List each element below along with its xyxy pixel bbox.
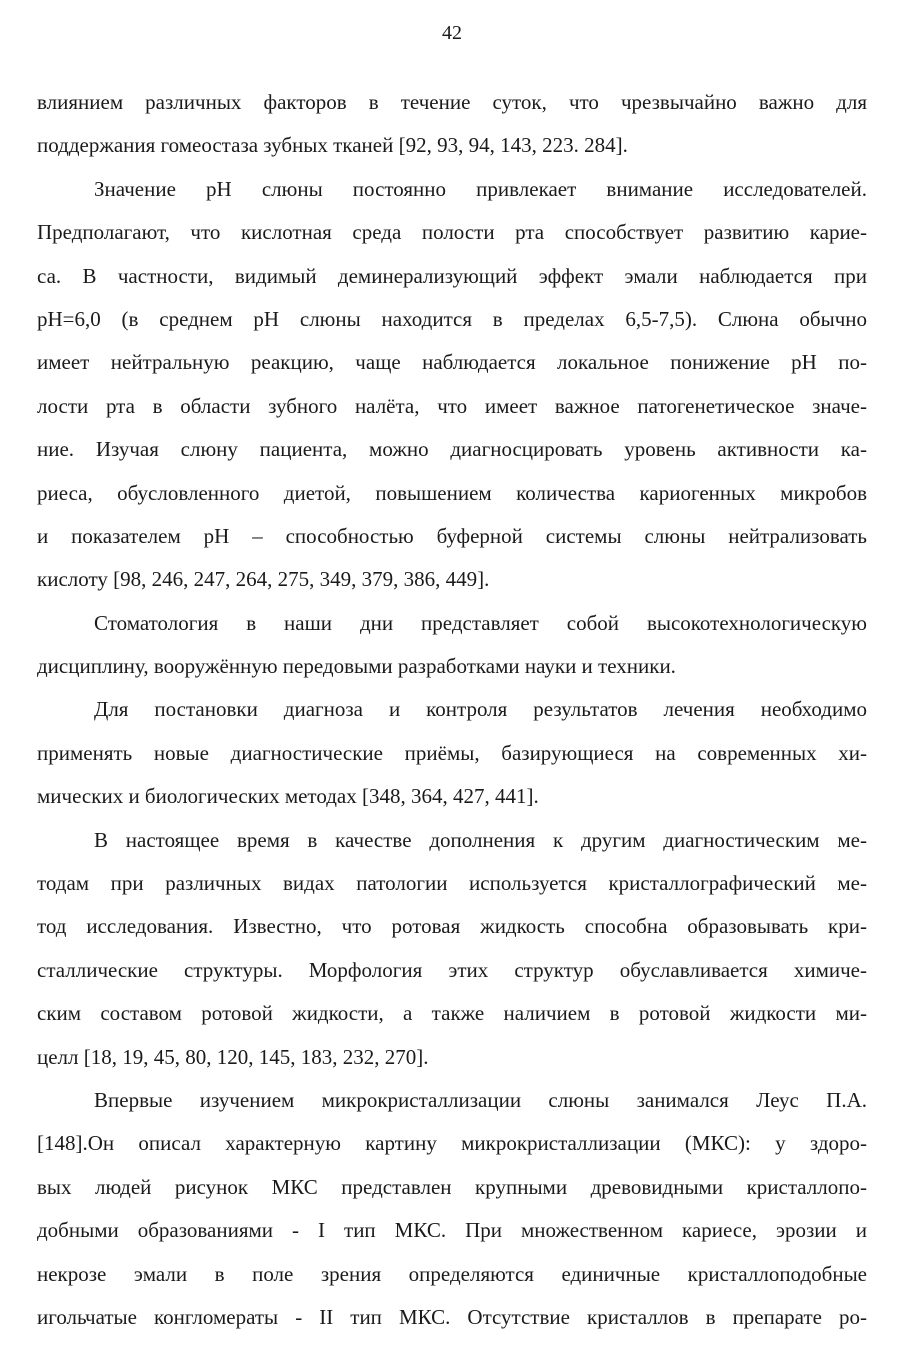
text-line: дисциплину, вооружённую передовыми разработками науки и техники. <box>37 654 676 679</box>
text-line: сталлические структуры. Морфология этих структур обуславливается химиче- <box>37 957 867 982</box>
page-number: 42 <box>442 22 462 44</box>
text-line: Предполагают, что кислотная среда полости рта способствует развитию карие- <box>37 220 867 245</box>
text-line: [148].Он описал характерную картину микрокристаллизации (МКС): у здоро- <box>37 1131 867 1156</box>
text-line: ние. Изучая слюну пациента, можно диагносцировать уровень активности ка- <box>37 437 867 462</box>
text-line: В настоящее время в качестве дополнения к другим диагностическим ме- <box>94 827 867 852</box>
text-line: игольчатые конгломераты - II тип МКС. Отсутствие кристаллов в препарате ро- <box>37 1304 867 1329</box>
text-line: кислоту [98, 246, 247, 264, 275, 349, 379, 386, 449]. <box>37 567 490 592</box>
paragraph <box>37 602 867 689</box>
paragraph <box>37 1079 867 1339</box>
text-line: риеса, обусловленного диетой, повышением количества кариогенных микробов <box>37 480 867 505</box>
text-line: мических и биологических методах [348, 364, 427, 441]. <box>37 784 539 809</box>
paragraph <box>37 819 867 1079</box>
text-line: Для постановки диагноза и контроля результатов лечения необходимо <box>94 697 867 722</box>
text-line: Стоматология в наши дни представляет собой высокотехнологическую <box>94 610 867 635</box>
text-line: целл [18, 19, 45, 80, 120, 145, 183, 232, 270]. <box>37 1044 429 1069</box>
text-line: добными образованиями - I тип МКС. При множественном кариесе, эрозии и <box>37 1218 867 1243</box>
text-line: ским составом ротовой жидкости, а также наличием в ротовой жидкости ми- <box>37 1001 867 1026</box>
text-line: применять новые диагностические приёмы, базирующиеся на современных хи- <box>37 740 867 765</box>
text-line: Впервые изучением микрокристаллизации слюны занимался Леус П.А. <box>94 1087 867 1112</box>
text-line: тодам при различных видах патологии используется кристаллографический ме- <box>37 871 867 896</box>
text-line: влиянием различных факторов в течение суток, что чрезвычайно важно для <box>37 90 867 114</box>
text-line: и показателем рН – способностью буферной системы слюны нейтрализовать <box>37 523 867 548</box>
text-line: имеет нейтральную реакцию, чаще наблюдается локальное понижение рН по- <box>37 350 867 375</box>
text-line: са. В частности, видимый деминерализующий эффект эмали наблюдается при <box>37 263 867 288</box>
paragraph <box>37 688 867 818</box>
text-line: лости рта в области зубного налёта, что имеет важное патогенетическое значе- <box>37 393 867 418</box>
paragraph <box>37 168 867 602</box>
text-line: Значение рН слюны постоянно привлекает внимание исследователей. <box>94 176 867 201</box>
paragraph <box>37 81 867 168</box>
text-line: вых людей рисунок МКС представлен крупными древовидными кристаллопо- <box>37 1174 867 1199</box>
text-line: тод исследования. Известно, что ротовая жидкость способна образовывать кри- <box>37 914 867 939</box>
text-line: рН=6,0 (в среднем рН слюны находится в пределах 6,5-7,5). Слюна обычно <box>37 306 867 331</box>
text-line: некрозе эмали в поле зрения определяются единичные кристаллоподобные <box>37 1261 867 1286</box>
document-body <box>37 81 867 1339</box>
text-line: поддержания гомеостаза зубных тканей [92, 93, 94, 143, 223. 284]. <box>37 133 628 158</box>
